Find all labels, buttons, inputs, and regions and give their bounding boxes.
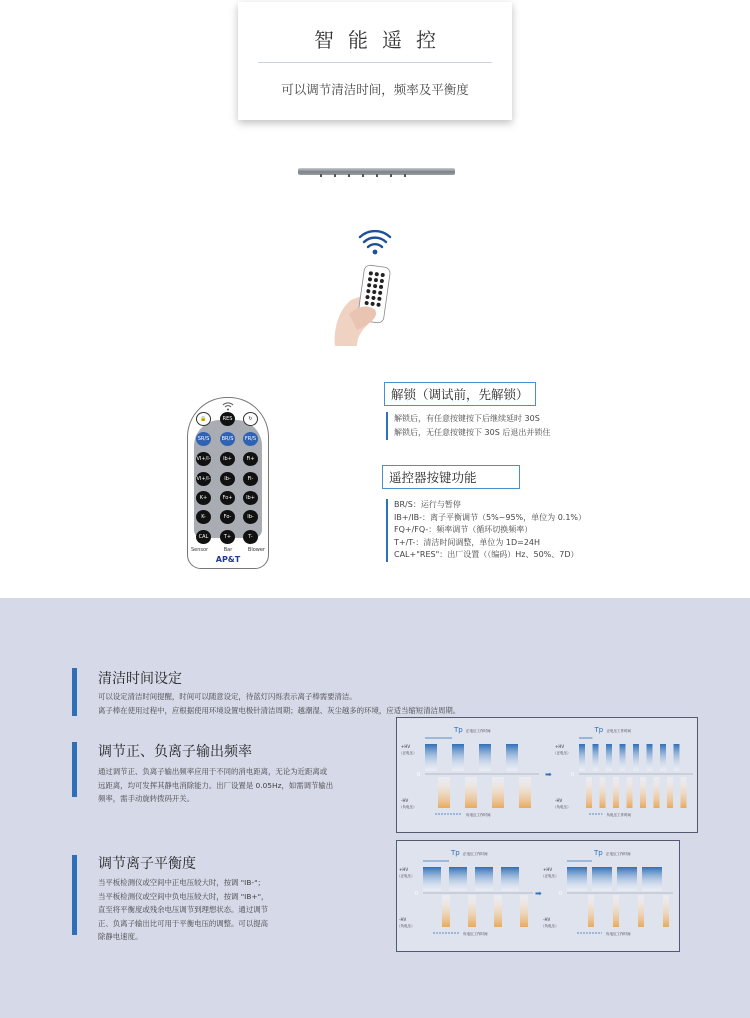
section-line: 正、负离子输出比可用于平衡电压的调整。可以提高: [98, 918, 268, 928]
remote-key: VI+/I-: [196, 472, 211, 486]
remote-key: BR/S: [220, 432, 235, 446]
function-line: BR/S：运行与暂停: [394, 500, 461, 509]
section-line: 离子棒在使用过程中，应根据使用环境设置电极针清洁周期；越潮湿、灰尘越多的环境，应适当缩短清洁周期。: [98, 705, 461, 715]
wifi-icon: [360, 231, 390, 254]
positive-pulse: [425, 744, 437, 771]
section-line: 可以设定清洁时间提醒，时间可以随意设定，待蓝灯闪烁表示离子棒需要清洁。: [98, 692, 357, 701]
positive-pulse: [606, 744, 612, 771]
page-title: 智能遥控: [314, 28, 450, 52]
section-title: 调节离子平衡度: [98, 856, 196, 872]
balance-diagram-svg: [397, 841, 679, 951]
neg-sub-label: （负电压）: [553, 805, 571, 809]
unlock-heading: 解锁（调试前，先解锁）: [384, 382, 536, 406]
section-line: 频率，需手动旋转拨码开关。: [98, 794, 195, 803]
negative-pulse: [519, 777, 531, 808]
positive-pulse: [593, 744, 599, 771]
section-line: 当平板检测仪或空间中负电压较大时，按调 "IB+"，: [98, 891, 269, 901]
positive-pulse: [479, 744, 491, 771]
section-text: [98, 876, 298, 944]
negative-pulse: [468, 895, 476, 927]
remote-key: Ib+: [243, 491, 258, 505]
remote-sub-label: Sensor: [191, 547, 209, 553]
positive-pulse: [501, 867, 519, 891]
bar-pin: [390, 174, 392, 177]
section-title: 清洁时间设定: [98, 671, 182, 687]
frequency-diagram-svg: [397, 718, 697, 832]
positive-pulse: [633, 744, 639, 771]
negative-pulse: [438, 777, 450, 808]
positive-pulse: [674, 744, 680, 771]
balance-diagram: [396, 840, 680, 952]
remote-sub-labels: [191, 547, 265, 553]
remote-key: Ib-: [243, 510, 258, 524]
bar-pin: [348, 174, 350, 177]
negative-pulse: [638, 895, 644, 927]
header-card: [238, 2, 512, 120]
arrow-icon: ➡: [535, 889, 542, 898]
remote-key: Fo-: [220, 510, 235, 524]
wifi-icon: [222, 402, 234, 411]
refresh-key: ↻: [243, 412, 258, 426]
negative-pulse: [465, 777, 477, 808]
neg-time-label: 负电压工作时间: [606, 813, 631, 817]
remote-key: Fi+: [243, 452, 258, 466]
remote-key: T+: [220, 530, 235, 544]
hand-with-remote-image: [327, 230, 397, 346]
function-line: IB+/IB-：离子平衡调节（5%~95%，单位为 0.1%）: [394, 512, 587, 522]
negative-pulse: [613, 895, 619, 927]
pos-label: +HV: [399, 867, 409, 872]
lock-key: 🔒: [196, 412, 211, 426]
pos-sub-label: （正电压）: [397, 874, 415, 878]
positive-pulse: [647, 744, 653, 771]
unlock-line: 解锁后，无任意按键按下 30S 后退出并锁住: [394, 428, 551, 437]
functions-heading: 遥控器按键功能: [382, 465, 520, 489]
ion-bar-image: [298, 168, 455, 175]
remote-key: K-: [196, 510, 211, 524]
functions-lines: [386, 499, 586, 562]
remote-key: Ib+: [220, 452, 235, 466]
pos-time-label: 正电压工作时间: [606, 852, 631, 856]
negative-pulse: [640, 777, 646, 808]
remote-brand: AP&T: [215, 555, 241, 564]
negative-pulse: [588, 895, 594, 927]
neg-label: -HV: [555, 798, 563, 803]
positive-pulse: [592, 867, 612, 891]
section-text: [98, 690, 658, 717]
positive-pulse: [449, 867, 467, 891]
zero-label: 0: [415, 891, 419, 897]
unlock-lines: [386, 412, 550, 440]
zero-label: 0: [417, 772, 421, 778]
negative-pulse: [613, 777, 619, 808]
bar-pin: [334, 174, 336, 177]
negative-pulse: [681, 777, 687, 808]
pos-label: +HV: [543, 867, 553, 872]
remote-key: VI+/I-: [196, 452, 211, 466]
remote-sub-label: Bar: [223, 547, 233, 553]
neg-sub-label: （负电压）: [541, 924, 559, 928]
section-line: 除静电速度。: [98, 932, 143, 941]
positive-pulse: [620, 744, 626, 771]
positive-pulse: [567, 867, 587, 891]
section-title: 调节正、负离子输出频率: [98, 744, 252, 760]
negative-pulse: [667, 777, 673, 808]
remote-key: FR/S: [243, 432, 258, 446]
neg-sub-label: （负电压）: [397, 924, 415, 928]
positive-pulse: [475, 867, 493, 891]
bar-pin: [362, 174, 364, 177]
negative-pulse: [442, 895, 450, 927]
negative-pulse: [492, 777, 504, 808]
remote-key: Fo+: [220, 491, 235, 505]
bar-pin: [376, 174, 378, 177]
zero-label: 0: [571, 772, 575, 778]
tp-label: Tp: [594, 726, 604, 734]
remote-key: CAL: [196, 530, 211, 544]
neg-sub-label: （负电压）: [399, 805, 417, 809]
remote-control-image: [187, 397, 269, 569]
section-line: 直至将平衡度或残余电压调节到理想状态。通过调节: [98, 905, 268, 914]
negative-pulse: [600, 777, 606, 808]
positive-pulse: [660, 744, 666, 771]
pos-label: +HV: [401, 744, 411, 749]
section-line: 当平板检测仪或空间中正电压较大时，按调 "IB-"；: [98, 878, 265, 887]
tp-label: Tp: [451, 849, 460, 857]
section-line: 通过调节正、负离子输出频率应用于不同的消电距离，无论为近距离或: [98, 767, 328, 776]
positive-pulse: [642, 867, 662, 891]
remote-key: Ib-: [220, 472, 235, 486]
neg-time-label: 负电压工作时间: [606, 932, 631, 936]
bar-pin: [404, 174, 406, 177]
unlock-line: 解锁后，有任意按键按下后继续延时 30S: [394, 414, 540, 423]
pos-sub-label: （正电压）: [553, 751, 571, 755]
positive-pulse: [617, 867, 637, 891]
tp-label: Tp: [454, 726, 463, 734]
remote-key: SR/S: [196, 432, 211, 446]
negative-pulse: [627, 777, 633, 808]
positive-pulse: [452, 744, 464, 771]
arrow-icon: ➡: [545, 770, 552, 779]
remote-key: K+: [196, 491, 211, 505]
remote-sub-label: Blower: [247, 547, 265, 553]
neg-label: -HV: [399, 917, 407, 922]
neg-label: -HV: [543, 917, 551, 922]
zero-label: 0: [559, 891, 563, 897]
positive-pulse: [423, 867, 441, 891]
function-line: FQ+/FQ-：频率调节（循环切换频率）: [394, 525, 533, 534]
neg-time-label: 负电压工作时间: [463, 932, 488, 936]
function-line: CAL+"RES"：出厂设置（（编码）Hz、50%、7D）: [394, 550, 579, 559]
section-accent-bar: [72, 668, 77, 716]
neg-label: -HV: [401, 798, 409, 803]
title-divider: [258, 62, 492, 63]
frequency-diagram: [396, 717, 698, 833]
remote-key: RES: [220, 412, 235, 426]
negative-pulse: [586, 777, 592, 808]
remote-key: Fi-: [243, 472, 258, 486]
function-line: T+/T-：清洁时间调整，单位为 1D=24H: [394, 537, 541, 547]
pos-label: +HV: [555, 744, 565, 749]
pos-time-label: 正电压工作时间: [606, 729, 631, 733]
page-subtitle: 可以调节清洁时间，频率及平衡度: [281, 82, 469, 97]
positive-pulse: [506, 744, 518, 771]
pos-sub-label: （正电压）: [541, 874, 559, 878]
section-line: 远距离，均可发挥其静电消除能力。出厂设置是 0.05Hz，如需调节输出: [98, 780, 334, 790]
positive-pulse: [579, 744, 585, 771]
negative-pulse: [520, 895, 528, 927]
section-accent-bar: [72, 855, 77, 935]
negative-pulse: [654, 777, 660, 808]
pos-time-label: 正电压工作时间: [466, 729, 491, 733]
negative-pulse: [494, 895, 502, 927]
section-text: [98, 765, 358, 806]
bar-pin: [320, 174, 322, 177]
section-accent-bar: [72, 742, 77, 797]
pos-time-label: 正电压工作时间: [463, 852, 488, 856]
neg-time-label: 负电压工作时间: [466, 813, 491, 817]
remote-key: T-: [243, 530, 258, 544]
pos-sub-label: （正电压）: [399, 751, 417, 755]
negative-pulse: [663, 895, 669, 927]
tp-label: Tp: [594, 849, 603, 857]
